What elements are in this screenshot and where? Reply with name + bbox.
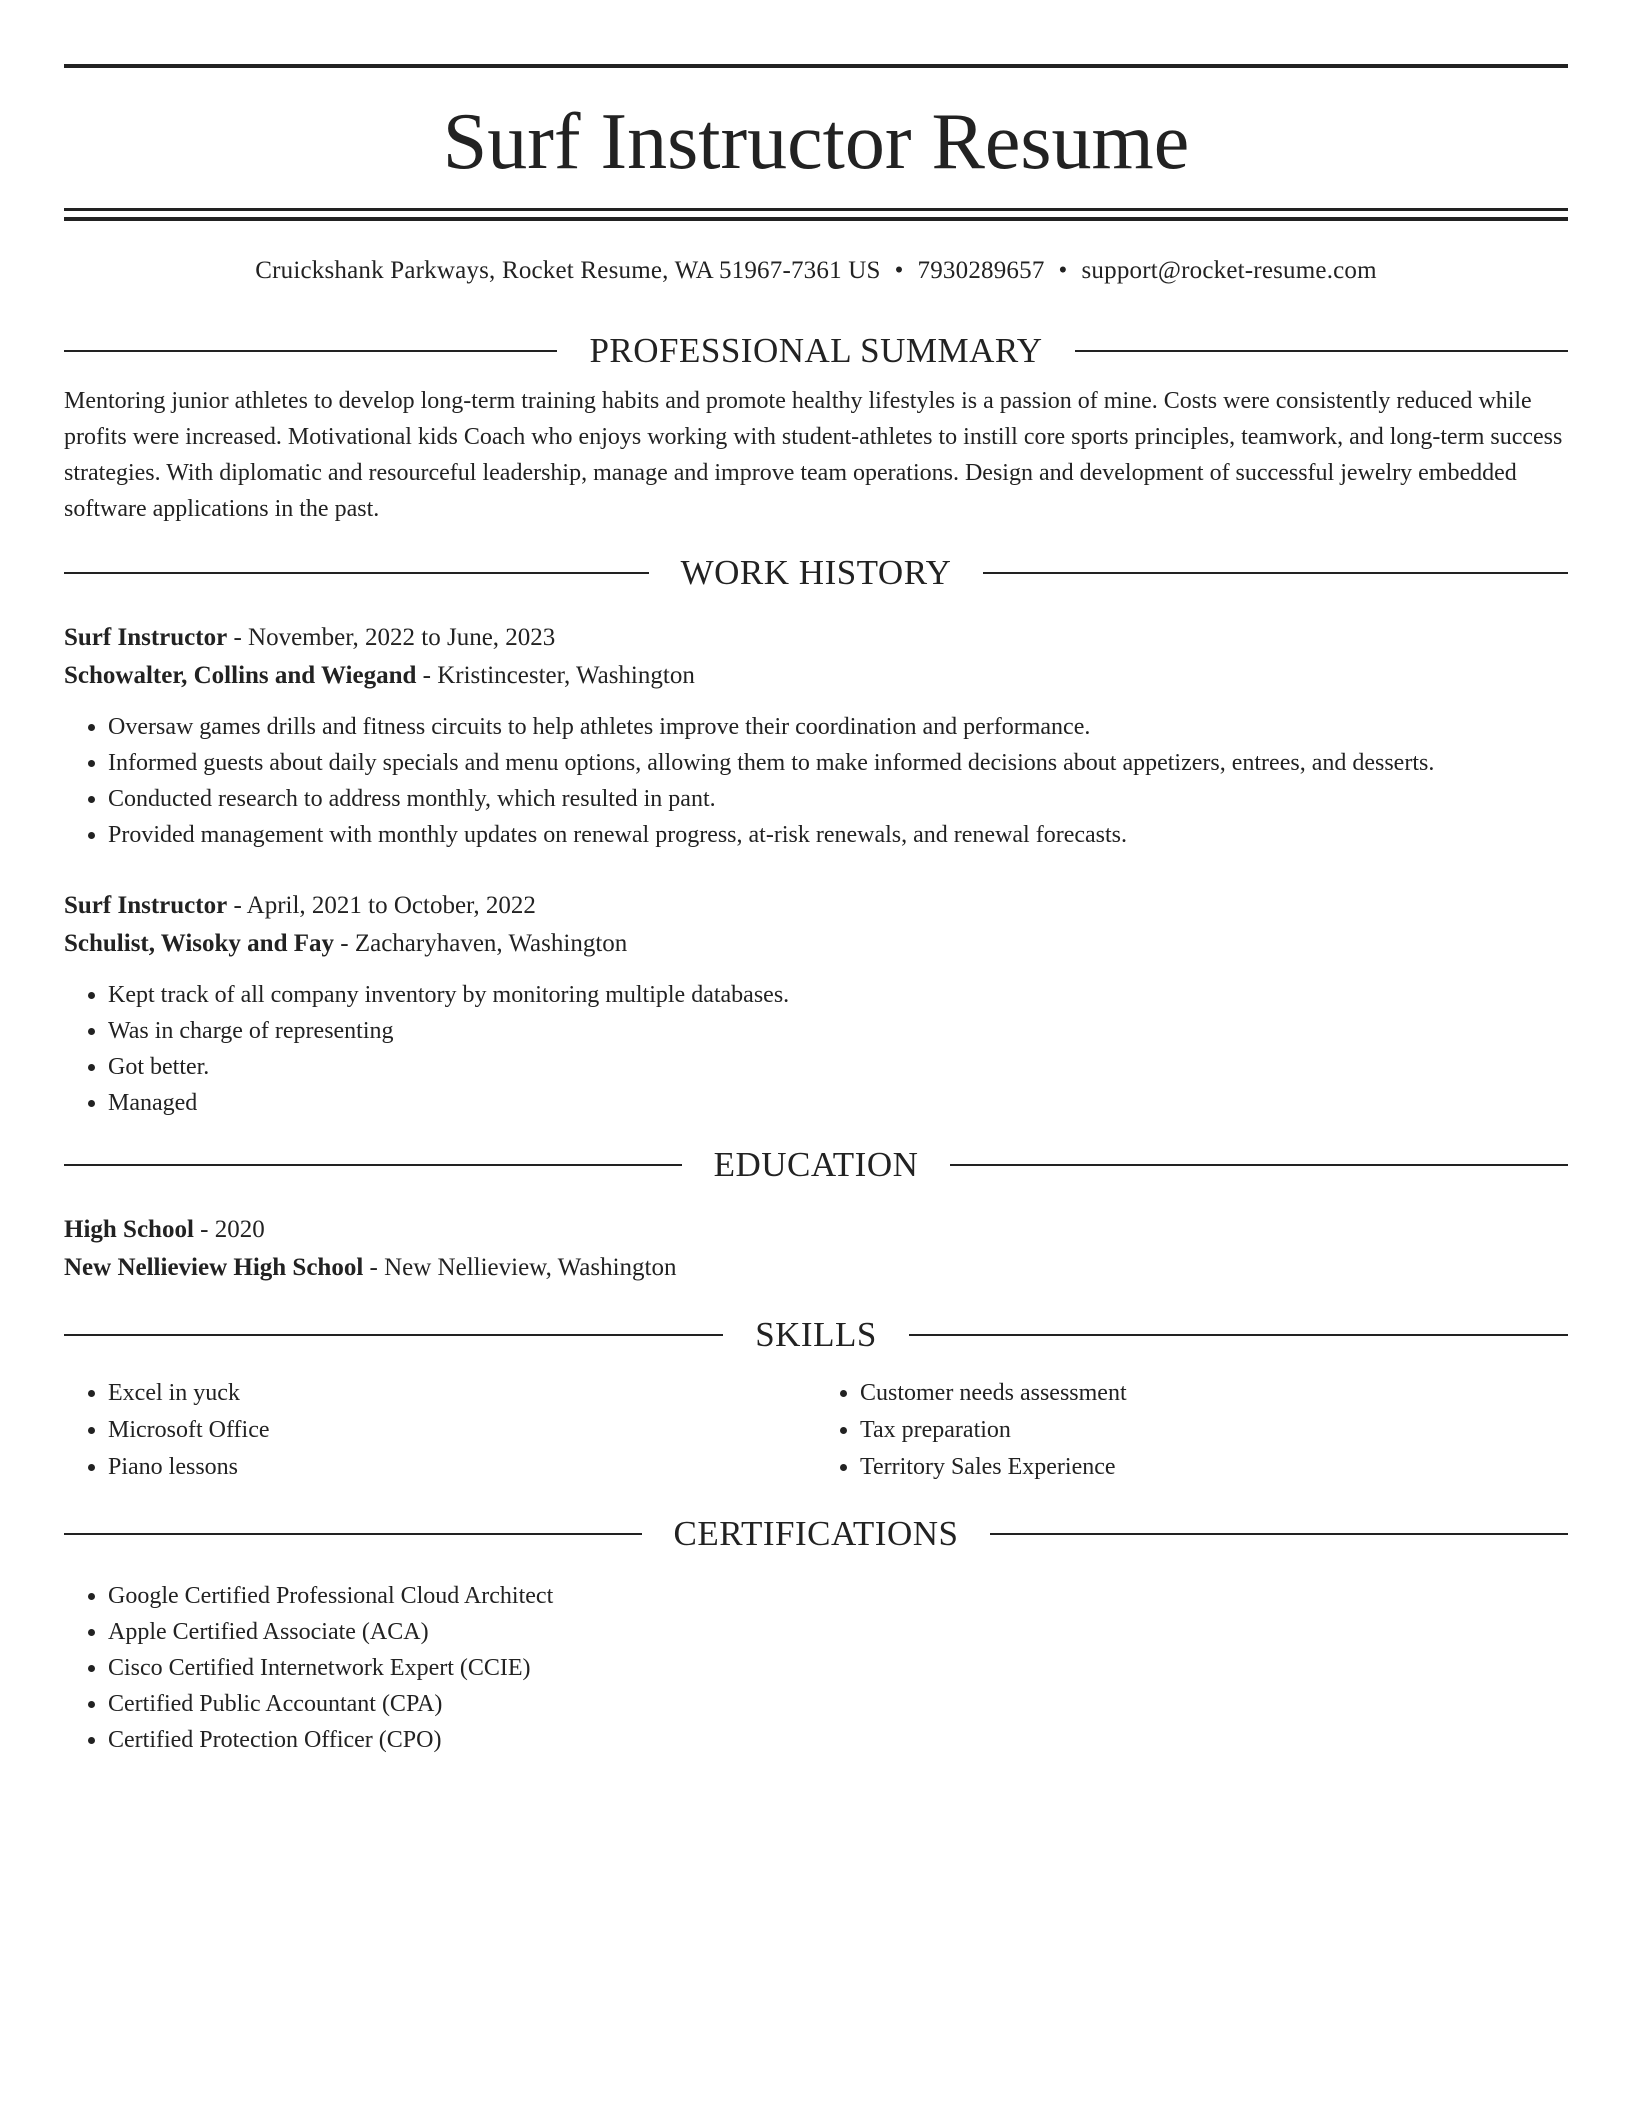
heading-rule-right [950, 1164, 1568, 1166]
education-year: - 2020 [193, 1216, 265, 1243]
heading-rule-left [64, 1334, 723, 1336]
contact-phone: 7930289657 [917, 257, 1045, 284]
job-title: Surf Instructor [64, 624, 228, 651]
contact-email: support@rocket-resume.com [1081, 257, 1377, 284]
list-item: • Excel in yuck [108, 1375, 816, 1412]
skills-column-right [816, 1375, 1568, 1486]
section-title: SKILLS [755, 1315, 877, 1354]
list-item: • Microsoft Office [108, 1412, 816, 1449]
section-heading-summary [64, 329, 1568, 373]
section-heading-certifications [64, 1512, 1568, 1556]
list-item: • Informed guests about daily specials and menu options, allowing them to make informed decisions about appetizers, entrees, and desserts. [108, 745, 1568, 781]
job-company-line [64, 657, 1568, 695]
job-entry [64, 619, 1568, 853]
job-bullets [64, 709, 1568, 853]
education-school: New Nellieview High School [64, 1254, 364, 1281]
job-title-line [64, 887, 1568, 925]
heading-rule-left [64, 350, 557, 352]
heading-rule-left [64, 572, 649, 574]
heading-rule-left [64, 1164, 682, 1166]
list-item: • Oversaw games drills and fitness circuits to help athletes improve their coordination and performance. [108, 709, 1568, 745]
list-item: • Customer needs assessment [860, 1375, 1568, 1412]
skills-column-left [64, 1375, 816, 1486]
list-item: • Managed [108, 1085, 1568, 1121]
summary-text: Mentoring junior athletes to develop long-term training habits and promote healthy lifestyles is a passion of mine. Costs were consistently reduced while profits were increased. Motivational kids Coach who enjoys working with student-athletes to instill core sports principles, teamwork, and long-term success strategies. With diplomatic and resourceful leadership, manage and improve team operations. Design and development of successful jewelry embedded software applications in the past. [64, 388, 1563, 522]
list-item: • Piano lessons [108, 1449, 816, 1486]
top-rule [64, 64, 1568, 68]
job-dates: - November, 2022 to June, 2023 [227, 624, 556, 651]
list-item: • Google Certified Professional Cloud Architect [108, 1578, 1568, 1614]
education-degree: High School [64, 1216, 194, 1243]
page-title: Surf Instructor Resume [442, 98, 1190, 186]
education-school-line [64, 1249, 1568, 1287]
contact-separator: • [1058, 257, 1068, 284]
job-dates: - April, 2021 to October, 2022 [227, 892, 536, 919]
heading-rule-right [990, 1533, 1568, 1535]
title-double-rule [64, 208, 1568, 221]
job-entry [64, 887, 1568, 1121]
list-item: • Cisco Certified Internetwork Expert (CCIE) [108, 1650, 1568, 1686]
contact-address: Cruickshank Parkways, Rocket Resume, WA 51967-7361 US [255, 257, 881, 284]
education-entry [64, 1211, 1568, 1287]
heading-rule-right [983, 572, 1568, 574]
list-item: • Got better. [108, 1049, 1568, 1085]
job-title: Surf Instructor [64, 892, 228, 919]
list-item: • Conducted research to address monthly, which resulted in pant. [108, 781, 1568, 817]
job-location: - Zacharyhaven, Washington [334, 930, 628, 957]
section-heading-skills [64, 1313, 1568, 1357]
section-heading-education [64, 1143, 1568, 1187]
section-title: PROFESSIONAL SUMMARY [589, 331, 1043, 370]
section-title: EDUCATION [713, 1145, 919, 1184]
job-company: Schulist, Wisoky and Fay [64, 930, 335, 957]
certifications-list [64, 1578, 1568, 1758]
education-degree-line [64, 1211, 1568, 1249]
list-item: • Tax preparation [860, 1412, 1568, 1449]
list-item: • Certified Public Accountant (CPA) [108, 1686, 1568, 1722]
job-location: - Kristincester, Washington [416, 662, 695, 689]
section-title: WORK HISTORY [680, 553, 952, 592]
list-item: • Apple Certified Associate (ACA) [108, 1614, 1568, 1650]
education-location: - New Nellieview, Washington [363, 1254, 677, 1281]
contact-line [64, 255, 1568, 287]
skills-grid [64, 1375, 1568, 1486]
list-item: • Provided management with monthly updates on renewal progress, at-risk renewals, and renewal forecasts. [108, 817, 1568, 853]
heading-rule-right [909, 1334, 1568, 1336]
section-title: CERTIFICATIONS [673, 1514, 959, 1553]
job-title-line [64, 619, 1568, 657]
job-company-line [64, 925, 1568, 963]
heading-rule-right [1075, 350, 1568, 352]
list-item: • Kept track of all company inventory by monitoring multiple databases. [108, 977, 1568, 1013]
list-item: • Certified Protection Officer (CPO) [108, 1722, 1568, 1758]
resume-page [64, 64, 1568, 1758]
section-heading-work [64, 551, 1568, 595]
heading-rule-left [64, 1533, 642, 1535]
job-bullets [64, 977, 1568, 1121]
contact-separator: • [894, 257, 904, 284]
job-company: Schowalter, Collins and Wiegand [64, 662, 417, 689]
list-item: • Territory Sales Experience [860, 1449, 1568, 1486]
list-item: • Was in charge of representing [108, 1013, 1568, 1049]
